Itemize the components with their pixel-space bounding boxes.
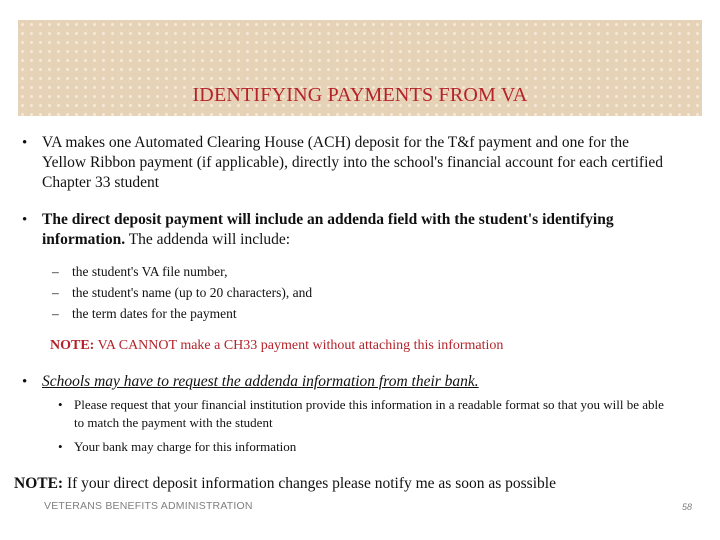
small-bullet-dot: • bbox=[58, 397, 63, 412]
page-number: 58 bbox=[681, 502, 692, 512]
title-banner bbox=[18, 20, 702, 116]
addenda-bold-text: The direct deposit payment will include an addenda field with the student's identifying information. bbox=[42, 211, 614, 248]
note2-text: If your direct deposit information changes please notify me as soon as possible bbox=[63, 475, 556, 492]
addenda-rest-text: The addenda will include: bbox=[125, 231, 291, 248]
bullet-text-addenda bbox=[42, 210, 672, 250]
sub-list-item: – the student's name (up to 20 characters), and bbox=[52, 285, 313, 300]
note-label: NOTE: bbox=[50, 338, 95, 353]
bullet-dot: • bbox=[22, 135, 28, 151]
note2-label: NOTE: bbox=[14, 475, 64, 492]
note-ch33 bbox=[50, 337, 503, 355]
banner-pattern bbox=[18, 20, 702, 62]
bullet-dot: • bbox=[22, 374, 28, 390]
bullet-text-bank bbox=[42, 372, 672, 392]
bullet-text-ach: VA makes one Automated Clearing House (ACH) deposit for the T&f payment and one for the Yellow Ribbon payment (if applicable), directly into the school's financial account for each certified Chapter 33 student bbox=[42, 134, 664, 191]
page-title: IDENTIFYING PAYMENTS FROM VA bbox=[192, 84, 528, 106]
sub-item-file-number: the student's VA file number, bbox=[72, 264, 228, 279]
bullet-dot: • bbox=[22, 212, 28, 228]
note-text: VA CANNOT make a CH33 payment without attaching this information bbox=[94, 338, 504, 353]
sub-item-term-dates: the term dates for the payment bbox=[72, 306, 237, 321]
sub-list-item: – the term dates for the payment bbox=[52, 306, 237, 321]
bank-sub-item-charge: Your bank may charge for this information bbox=[74, 439, 297, 454]
sub-list-item: – the student's VA file number, bbox=[52, 264, 228, 279]
footer-org: VETERANS BENEFITS ADMINISTRATION bbox=[44, 500, 253, 512]
note-direct-deposit bbox=[14, 474, 556, 494]
small-bullet-dot: • bbox=[58, 439, 63, 454]
bank-request-text: Schools may have to request the addenda information from their bank. bbox=[42, 373, 479, 390]
bank-sub-item-readable: Please request that your financial institution provide this information in a readable format so that you will be able to match the payment with the student bbox=[74, 397, 664, 430]
sub-item-name: the student's name (up to 20 characters), and bbox=[72, 285, 313, 300]
